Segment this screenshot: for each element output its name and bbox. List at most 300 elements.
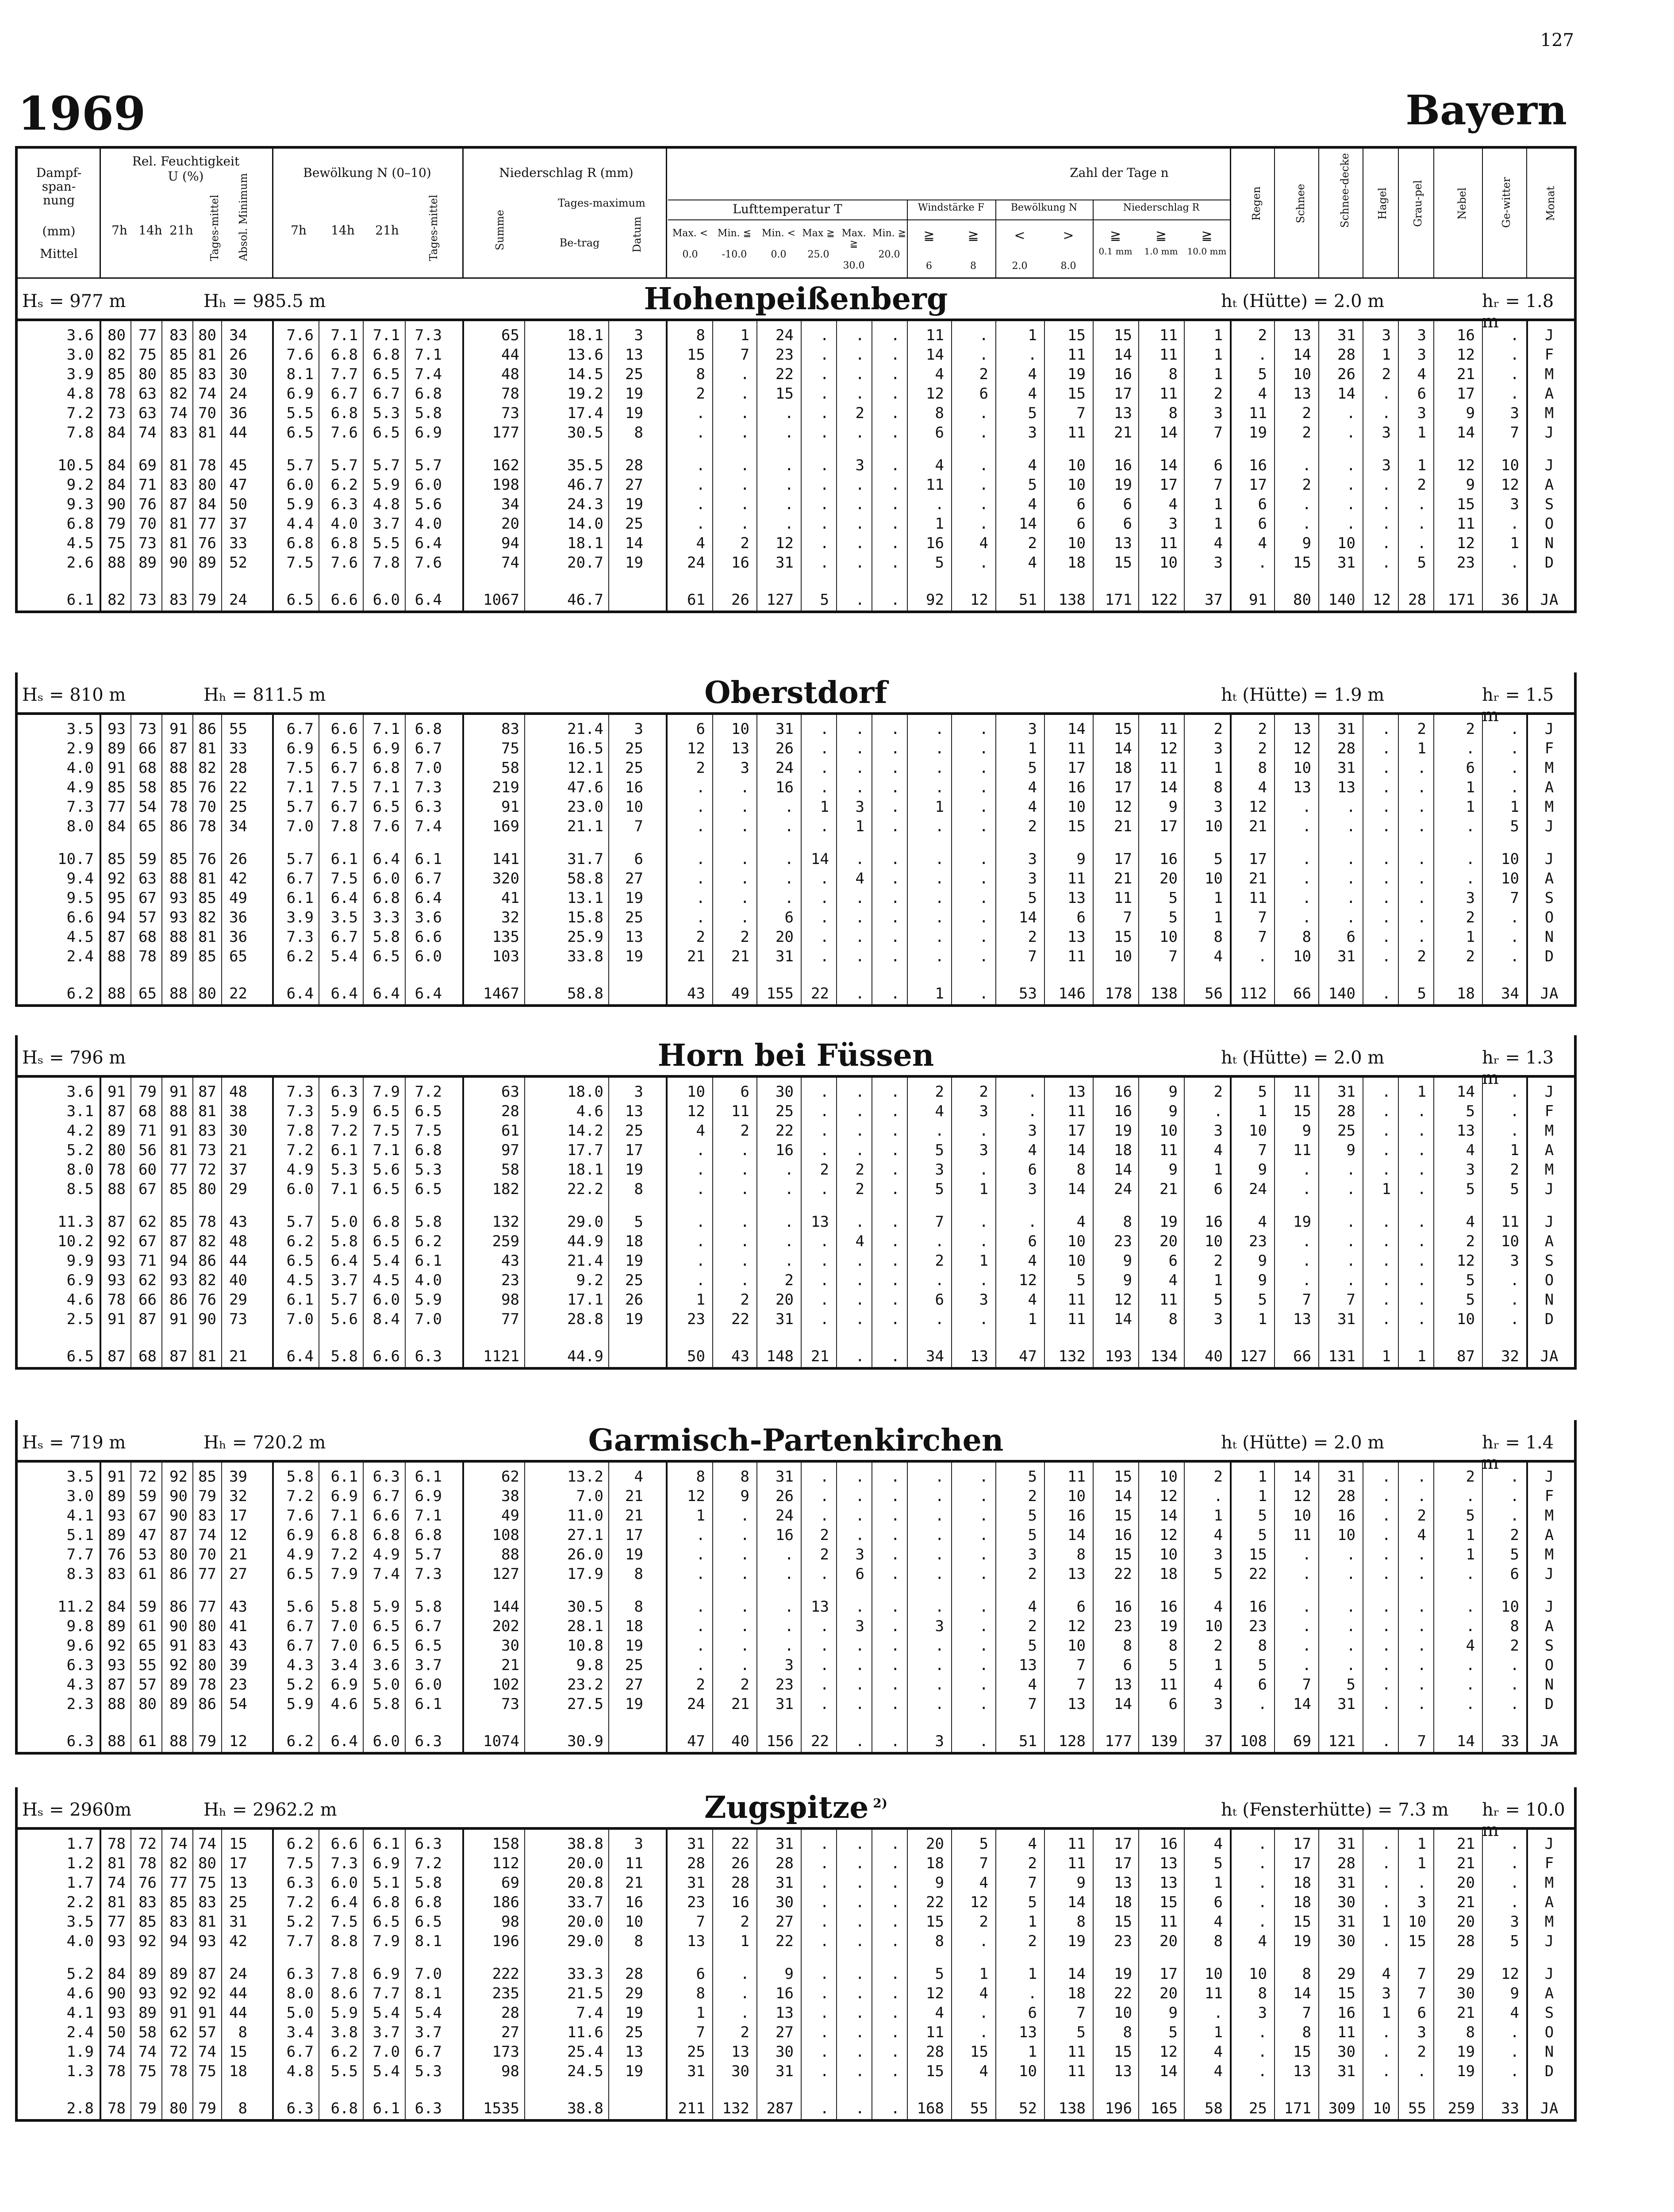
table-cell: 80 bbox=[198, 1855, 216, 1872]
header-rain: Regen bbox=[1250, 186, 1263, 221]
table-cell: 1 bbox=[1028, 740, 1037, 757]
table-cell: . bbox=[1466, 1565, 1475, 1583]
table-cell: . bbox=[1382, 1893, 1391, 1911]
table-cell: . bbox=[855, 1507, 864, 1525]
table-cell: 20.0 bbox=[567, 1855, 603, 1872]
table-cell: 77 bbox=[198, 1598, 216, 1616]
table-cell: 12 bbox=[1114, 1291, 1132, 1309]
header-hum-7: 7h bbox=[111, 223, 127, 238]
table-row bbox=[18, 1932, 1574, 1951]
table-cell: . bbox=[1258, 346, 1267, 364]
table-cell: 15 bbox=[1293, 2043, 1311, 2061]
table-cell: . bbox=[1382, 759, 1391, 777]
region-title: Bayern bbox=[1405, 86, 1567, 134]
table-cell: 19 bbox=[1457, 2043, 1475, 2061]
table-cell: 92 bbox=[198, 1985, 216, 2002]
table-cell: . bbox=[1302, 798, 1311, 816]
table-cell: 3 bbox=[855, 457, 864, 474]
table-cell: 88 bbox=[108, 554, 126, 572]
table-cell: J bbox=[1544, 457, 1554, 474]
table-cell: 81 bbox=[198, 346, 216, 364]
table-cell: A bbox=[1544, 779, 1554, 796]
table-cell: 1 bbox=[1213, 515, 1223, 533]
table-cell: 3 bbox=[855, 798, 864, 816]
table-row bbox=[18, 1564, 1574, 1584]
table-cell: D bbox=[1544, 1695, 1554, 1713]
table-cell: . bbox=[820, 928, 829, 946]
table-cell: 1 bbox=[1466, 1526, 1475, 1544]
table-cell: 4 bbox=[1028, 1598, 1037, 1616]
table-cell: 2 bbox=[1213, 1252, 1223, 1270]
table-cell: 18 bbox=[625, 1617, 643, 1635]
table-cell: 10.2 bbox=[58, 1233, 94, 1250]
table-cell: 2 bbox=[979, 1913, 988, 1931]
table-cell: 19 bbox=[625, 1546, 643, 1563]
header-cloud-21: 21h bbox=[375, 223, 399, 238]
table-cell: 6 bbox=[1076, 1598, 1086, 1616]
table-cell: . bbox=[891, 740, 900, 757]
header-temp-5 bbox=[836, 228, 872, 271]
table-cell: 2 bbox=[935, 1252, 944, 1270]
table-cell: 3 bbox=[935, 1617, 944, 1635]
table-cell: 9.8 bbox=[576, 1656, 603, 1674]
table-cell: . bbox=[1302, 818, 1311, 835]
table-cell: 4 bbox=[1028, 779, 1037, 796]
table-cell: . bbox=[855, 1291, 864, 1309]
table-cell: 15 bbox=[1067, 818, 1086, 835]
table-cell: 1 bbox=[1213, 889, 1223, 907]
table-cell: 25 bbox=[1249, 2100, 1267, 2117]
table-cell: 74 bbox=[138, 424, 157, 442]
table-cell: 4 bbox=[935, 2004, 944, 2022]
header-snow: Schnee bbox=[1294, 184, 1307, 223]
table-cell: 11 bbox=[1067, 1102, 1086, 1120]
header-vapor-2: span- bbox=[42, 179, 76, 194]
table-cell: . bbox=[891, 1310, 900, 1328]
table-cell: 47.6 bbox=[567, 779, 603, 796]
table-cell: 11 bbox=[1293, 1526, 1311, 1544]
table-cell: 11 bbox=[1160, 346, 1178, 364]
table-cell: 6.0 bbox=[415, 476, 442, 494]
table-cell: . bbox=[855, 1348, 864, 1365]
table-cell: . bbox=[1510, 909, 1519, 926]
table-cell: 3 bbox=[935, 1732, 944, 1750]
table-row bbox=[18, 423, 1574, 442]
table-cell: . bbox=[696, 1213, 705, 1231]
table-cell: 6.3 bbox=[372, 1468, 400, 1486]
table-cell: . bbox=[740, 495, 749, 513]
table-cell: . bbox=[935, 1656, 944, 1674]
table-cell: 72 bbox=[169, 2043, 188, 2061]
table-cell: . bbox=[1346, 1271, 1355, 1289]
table-cell: . bbox=[979, 346, 988, 364]
table-cell: 10 bbox=[1114, 948, 1132, 965]
table-cell: . bbox=[979, 1656, 988, 1674]
table-cell: 6.7 bbox=[330, 928, 358, 946]
table-cell: 31 bbox=[776, 720, 794, 738]
table-cell: 19 bbox=[625, 1161, 643, 1179]
table-cell: 155 bbox=[766, 985, 794, 1002]
table-cell: 7.2 bbox=[286, 1893, 314, 1911]
table-cell: 14 bbox=[811, 850, 829, 868]
table-cell: 6.0 bbox=[372, 870, 400, 887]
table-cell: 23 bbox=[501, 1271, 519, 1289]
table-cell: . bbox=[891, 1656, 900, 1674]
table-cell: 22 bbox=[776, 365, 794, 383]
table-cell: . bbox=[1510, 1271, 1519, 1289]
table-cell: . bbox=[1382, 1213, 1391, 1231]
table-cell: 3 bbox=[935, 1161, 944, 1179]
table-cell: JA bbox=[1540, 1732, 1559, 1750]
table-cell: 3 bbox=[1417, 1893, 1426, 1911]
table-cell: 19 bbox=[625, 1310, 643, 1328]
table-cell: 1 bbox=[1417, 1835, 1426, 1853]
table-cell: 8.0 bbox=[66, 818, 94, 835]
table-cell: 11 bbox=[1501, 1213, 1519, 1231]
table-cell: 5.0 bbox=[330, 1213, 358, 1231]
table-cell: 53 bbox=[1019, 985, 1037, 1002]
table-cell: 2 bbox=[1466, 720, 1475, 738]
table-cell: 77 bbox=[198, 1565, 216, 1583]
table-cell: 5.8 bbox=[330, 1348, 358, 1365]
table-cell: . bbox=[784, 1598, 794, 1616]
table-cell: 36 bbox=[1501, 591, 1519, 609]
table-cell: . bbox=[855, 385, 864, 403]
table-cell: 11 bbox=[1067, 1468, 1086, 1486]
table-cell: 7.1 bbox=[372, 326, 400, 344]
table-cell: 2 bbox=[855, 404, 864, 422]
table-cell: 2 bbox=[1028, 818, 1037, 835]
table-cell: 30 bbox=[776, 2043, 794, 2061]
table-cell: 11 bbox=[926, 476, 944, 494]
table-cell: 14 bbox=[1457, 1083, 1475, 1101]
table-cell: 11 bbox=[1160, 1291, 1178, 1309]
table-cell: 19 bbox=[1067, 1932, 1086, 1950]
table-cell: 171 bbox=[1284, 2100, 1311, 2117]
table-cell: 31 bbox=[687, 1835, 705, 1853]
table-cell: 128 bbox=[1058, 1732, 1086, 1750]
table-cell: 10 bbox=[1067, 476, 1086, 494]
table-cell: . bbox=[1382, 1676, 1391, 1694]
table-cell: . bbox=[1258, 1874, 1267, 1892]
table-cell: 84 bbox=[108, 457, 126, 474]
table-cell: 43 bbox=[731, 1348, 749, 1365]
table-cell: 13 bbox=[1293, 779, 1311, 796]
table-cell: 5 bbox=[1028, 1526, 1037, 1544]
table-cell: . bbox=[979, 495, 988, 513]
header-precip-sum: Summe bbox=[494, 210, 506, 250]
table-cell: . bbox=[696, 798, 705, 816]
table-cell: . bbox=[855, 1310, 864, 1328]
table-cell: . bbox=[891, 1291, 900, 1309]
table-cell: 1 bbox=[696, 1291, 705, 1309]
table-cell: 1 bbox=[1417, 424, 1426, 442]
table-cell: 4 bbox=[855, 870, 864, 887]
table-cell: 9 bbox=[935, 1874, 944, 1892]
table-cell: . bbox=[1510, 2024, 1519, 2041]
table-cell: 1 bbox=[1466, 779, 1475, 796]
table-cell: 1 bbox=[855, 818, 864, 835]
table-cell: 34 bbox=[229, 326, 247, 344]
table-cell: 6 bbox=[1028, 1233, 1037, 1250]
table-cell: . bbox=[979, 1676, 988, 1694]
table-cell: . bbox=[891, 889, 900, 907]
table-cell: 31 bbox=[1337, 948, 1355, 965]
table-cell: 85 bbox=[169, 365, 188, 383]
table-cell: 3.6 bbox=[66, 326, 94, 344]
table-cell: 17 bbox=[1067, 1122, 1086, 1140]
table-cell: 95 bbox=[108, 889, 126, 907]
table-cell: 14.5 bbox=[567, 365, 603, 383]
table-cell: 24 bbox=[229, 385, 247, 403]
table-cell: 10 bbox=[1293, 759, 1311, 777]
table-row bbox=[18, 1636, 1574, 1655]
table-cell: 10 bbox=[1019, 2062, 1037, 2080]
table-cell: . bbox=[1346, 495, 1355, 513]
table-cell: 3 bbox=[740, 759, 749, 777]
table-cell: 4 bbox=[1213, 1913, 1223, 1931]
header-vapor bbox=[21, 166, 96, 261]
station-hs: Hₛ = 810 m bbox=[22, 685, 126, 705]
station-note: 2) bbox=[868, 1796, 888, 1811]
table-cell: 6.2 bbox=[286, 1732, 314, 1750]
table-cell: . bbox=[820, 889, 829, 907]
table-cell: 26 bbox=[731, 591, 749, 609]
table-cell: 1 bbox=[1382, 346, 1391, 364]
table-cell: 18 bbox=[1293, 1874, 1311, 1892]
table-cell: . bbox=[979, 1637, 988, 1655]
annual-row bbox=[18, 1732, 1574, 1751]
table-cell: . bbox=[820, 1985, 829, 2002]
table-cell: . bbox=[1382, 495, 1391, 513]
table-cell: 86 bbox=[169, 818, 188, 835]
table-cell: 2.4 bbox=[66, 2024, 94, 2041]
table-cell: . bbox=[891, 1141, 900, 1159]
table-cell: . bbox=[979, 759, 988, 777]
table-cell: . bbox=[1466, 1487, 1475, 1505]
table-cell: . bbox=[820, 779, 829, 796]
table-cell: 83 bbox=[198, 1507, 216, 1525]
table-cell: 6.7 bbox=[286, 1617, 314, 1635]
table-cell: 5.3 bbox=[415, 1161, 442, 1179]
table-cell: 92 bbox=[169, 1656, 188, 1674]
table-cell: 28.1 bbox=[567, 1617, 603, 1635]
table-cell: 138 bbox=[1150, 985, 1178, 1002]
table-cell: 4 bbox=[1076, 1213, 1086, 1231]
table-cell: 4.9 bbox=[286, 1161, 314, 1179]
table-cell: 17 bbox=[229, 1507, 247, 1525]
table-cell: 28 bbox=[625, 1965, 643, 1983]
table-cell: . bbox=[935, 928, 944, 946]
table-cell: 16 bbox=[1160, 1598, 1178, 1616]
table-cell: 56 bbox=[138, 1141, 157, 1159]
table-cell: 6.8 bbox=[415, 385, 442, 403]
table-cell: 5 bbox=[1076, 2024, 1086, 2041]
table-cell: 5 bbox=[1258, 1656, 1267, 1674]
table-cell: 4.9 bbox=[372, 1546, 400, 1563]
table-cell: D bbox=[1544, 1310, 1554, 1328]
table-cell: 10 bbox=[1501, 457, 1519, 474]
table-cell: 4.8 bbox=[372, 495, 400, 513]
table-cell: 6 bbox=[784, 909, 794, 926]
table-cell: 27 bbox=[501, 2024, 519, 2041]
table-cell: 8 bbox=[634, 1932, 643, 1950]
table-cell: . bbox=[855, 2004, 864, 2022]
table-cell: 22 bbox=[811, 1732, 829, 1750]
table-cell: 7.0 bbox=[415, 759, 442, 777]
table-cell: 90 bbox=[169, 1617, 188, 1635]
table-cell: 3 bbox=[1417, 326, 1426, 344]
table-cell: . bbox=[891, 850, 900, 868]
table-cell: 30 bbox=[229, 1122, 247, 1140]
table-cell: 8 bbox=[1213, 928, 1223, 946]
table-cell: 3.4 bbox=[330, 1656, 358, 1674]
table-cell: 1 bbox=[1213, 495, 1223, 513]
table-cell: 10 bbox=[731, 720, 749, 738]
table-row bbox=[18, 1912, 1574, 1932]
table-cell: 6.5 bbox=[66, 1348, 94, 1365]
table-cell: 235 bbox=[492, 1985, 519, 2002]
table-cell: 10 bbox=[1501, 1233, 1519, 1250]
table-cell: . bbox=[1510, 720, 1519, 738]
table-cell: 19 bbox=[1293, 1213, 1311, 1231]
table-cell: M bbox=[1544, 1546, 1554, 1563]
table-cell: 2 bbox=[740, 1291, 749, 1309]
table-cell: 22 bbox=[776, 1932, 794, 1950]
table-cell: 85 bbox=[198, 889, 216, 907]
table-cell: 19 bbox=[625, 495, 643, 513]
table-row bbox=[18, 1964, 1574, 1984]
table-cell: 4 bbox=[979, 1874, 988, 1892]
table-cell: 1467 bbox=[483, 985, 519, 1002]
table-row bbox=[18, 345, 1574, 365]
table-cell: 18.1 bbox=[567, 326, 603, 344]
table-cell: . bbox=[1302, 1598, 1311, 1616]
table-cell: . bbox=[891, 404, 900, 422]
table-cell: 1.2 bbox=[66, 1855, 94, 1872]
table-cell: 5 bbox=[1076, 1271, 1086, 1289]
table-cell: 6 bbox=[1123, 515, 1132, 533]
table-cell: 31 bbox=[776, 1310, 794, 1328]
table-cell: . bbox=[855, 424, 864, 442]
table-cell: 14 bbox=[1019, 909, 1037, 926]
table-cell: . bbox=[1302, 909, 1311, 926]
table-cell: 19 bbox=[625, 385, 643, 403]
table-cell: 14 bbox=[1337, 385, 1355, 403]
table-cell: 9.6 bbox=[66, 1637, 94, 1655]
table-cell: 17 bbox=[1160, 476, 1178, 494]
table-cell: 10.7 bbox=[58, 850, 94, 868]
station-ht: hₜ (Hütte) = 2.0 m bbox=[1221, 1048, 1385, 1068]
table-cell: . bbox=[820, 1965, 829, 1983]
table-cell: 11.2 bbox=[58, 1598, 94, 1616]
table-cell: 6.0 bbox=[286, 1180, 314, 1198]
table-cell: 23 bbox=[1114, 1617, 1132, 1635]
table-cell: 40 bbox=[229, 1271, 247, 1289]
table-cell: 11 bbox=[1249, 889, 1267, 907]
table-cell: J bbox=[1544, 818, 1554, 835]
table-cell: 6.8 bbox=[372, 1526, 400, 1544]
table-cell: . bbox=[1510, 1695, 1519, 1713]
table-cell: 4 bbox=[1258, 385, 1267, 403]
table-cell: 66 bbox=[1293, 1348, 1311, 1365]
table-cell: 84 bbox=[108, 1965, 126, 1983]
station-hb: Hₕ = 985.5 m bbox=[203, 291, 326, 311]
table-cell: . bbox=[820, 1893, 829, 1911]
table-cell: 140 bbox=[1328, 591, 1355, 609]
table-cell: 78 bbox=[108, 1161, 126, 1179]
table-cell: 10 bbox=[1293, 948, 1311, 965]
table-cell: 10 bbox=[1457, 1310, 1475, 1328]
table-cell: 7.4 bbox=[415, 818, 442, 835]
table-cell: . bbox=[935, 1637, 944, 1655]
table-cell: 20 bbox=[1160, 1985, 1178, 2002]
table-row bbox=[18, 1597, 1574, 1617]
table-cell: 5 bbox=[820, 591, 829, 609]
table-cell: . bbox=[891, 2024, 900, 2041]
table-cell: 88 bbox=[108, 1180, 126, 1198]
table-cell: 7.1 bbox=[415, 346, 442, 364]
table-cell: 17.7 bbox=[567, 1141, 603, 1159]
header-days-title: Zahl der Tage n bbox=[1070, 165, 1169, 180]
table-cell: 49 bbox=[731, 985, 749, 1002]
table-cell: 1 bbox=[1466, 1546, 1475, 1563]
station-hb: Hₕ = 720.2 m bbox=[203, 1432, 326, 1453]
station-ht: hₜ (Fensterhütte) = 7.3 m bbox=[1221, 1800, 1449, 1820]
table-cell: . bbox=[740, 424, 749, 442]
table-cell: 6.7 bbox=[286, 1637, 314, 1655]
table-cell: 16 bbox=[776, 1141, 794, 1159]
table-cell: 21 bbox=[229, 1141, 247, 1159]
table-cell: 2 bbox=[1213, 1083, 1223, 1101]
table-cell: . bbox=[1382, 1141, 1391, 1159]
table-cell: 1 bbox=[1382, 1180, 1391, 1198]
table-cell: 9 bbox=[784, 1965, 794, 1983]
table-cell: 4 bbox=[1258, 779, 1267, 796]
table-cell: . bbox=[1258, 1893, 1267, 1911]
table-cell: 15 bbox=[1067, 385, 1086, 403]
table-cell: . bbox=[1417, 1695, 1426, 1713]
table-cell: 37 bbox=[1205, 1732, 1223, 1750]
table-cell: . bbox=[1382, 1546, 1391, 1563]
table-cell: S bbox=[1544, 1252, 1554, 1270]
table-cell: 32 bbox=[501, 909, 519, 926]
table-cell: 34 bbox=[926, 1348, 944, 1365]
table-cell: . bbox=[891, 534, 900, 552]
table-cell: 3 bbox=[1213, 554, 1223, 572]
table-cell: 7 bbox=[1028, 1874, 1037, 1892]
table-cell: 5 bbox=[1028, 1507, 1037, 1525]
year-title: 1969 bbox=[18, 86, 146, 141]
table-cell: 1 bbox=[1466, 798, 1475, 816]
table-cell: 16 bbox=[1249, 1598, 1267, 1616]
table-cell: 6.5 bbox=[330, 740, 358, 757]
table-row bbox=[18, 797, 1574, 817]
table-cell: 11 bbox=[1160, 385, 1178, 403]
table-cell: 15 bbox=[1114, 720, 1132, 738]
table-cell: 21.1 bbox=[567, 818, 603, 835]
table-cell: 140 bbox=[1328, 985, 1355, 1002]
table-cell: 309 bbox=[1328, 2100, 1355, 2117]
table-cell: 33 bbox=[229, 534, 247, 552]
table-cell: . bbox=[979, 424, 988, 442]
table-cell: 4.3 bbox=[66, 1676, 94, 1694]
table-cell: 13 bbox=[1337, 779, 1355, 796]
table-cell: JA bbox=[1540, 985, 1559, 1002]
table-cell: . bbox=[855, 326, 864, 344]
station-ht: hₜ (Hütte) = 2.0 m bbox=[1221, 1432, 1385, 1453]
header-month: Monat bbox=[1544, 186, 1557, 221]
